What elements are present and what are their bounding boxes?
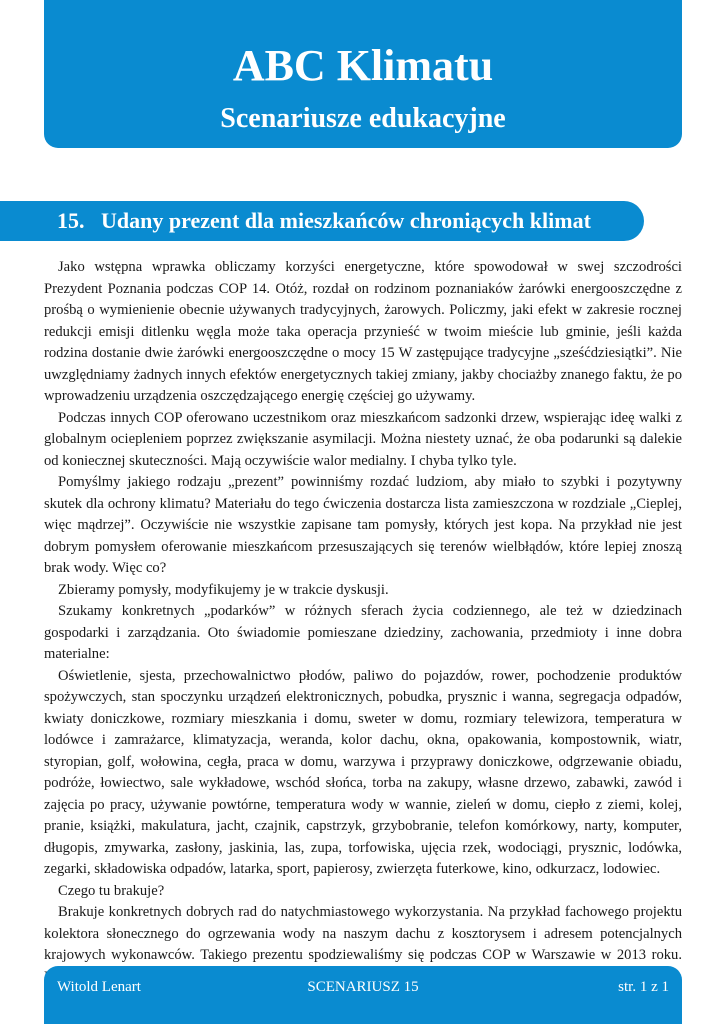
section-title: Udany prezent dla mieszkańców chroniących klimat xyxy=(101,208,591,233)
paragraph: Oświetlenie, sjesta, przechowalnictwo płodów, paliwo do pojazdów, rower, pochodzenie produktów spożywczych, stan spoczynku urządzeń elektronicznych, pobudka, prysznic i wanna, segregacja odpadów, kwiaty doniczkowe, rozmiary mieszkania i domu, sweter w domu, rozmiary telewizora, temperatura w lodówce i zamrażarce, klimatyzacja, weranda, kolor dachu, okna, opakowania, kompostownik, wiatr, styropian, golf, wołowina, cegła, praca w domu, warzywa i przyprawy doniczkowe, odgrzewanie obiadu, podróże, łowiectwo, sale wykładowe, wschód słońca, torba na zakupy, własne drzewo, zabawki, zawód i zajęcia po pracy, używanie powtórne, temperatura wody w wannie, zieleń w domu, ciepło z ziemi, kolej, pranie, książki, makulatura, jacht, czajnik, capstrzyk, grzybobranie, telefon komórkowy, narty, komputer, długopis, zmywarka, zasłony, jaskinia, las, zupa, torfowiska, ujęcia rzek, wodociągi, prysznic, lodówka, zegarki, składowiska odpadów, latarka, sport, papierosy, zwierzęta futerkowe, kino, odkurzacz, lodowiec. xyxy=(44,667,682,877)
paragraph: Zbieramy pomysły, modyfikujemy je w trakcie dyskusji. xyxy=(58,581,389,598)
paragraph: Pomyślmy jakiego rodzaju „prezent” powinniśmy rozdać ludziom, aby miało to szybki i pozytywny skutek dla ochrony klimatu? Materiału do tego ćwiczenia dostarcza lista zamieszczona w rozdziale „Cieplej, więc mądrzej”. Oczywiście nie wszystkie zapisane tam pomysły, których jest kopa. Na przykład nie jest dobrym pomysłem oferowanie mieszkańcom przesuszających się terenów wielbłądów, które lepiej znoszą brak wody. Więc co? xyxy=(44,474,682,576)
footer-page-number: str. 1 z 1 xyxy=(618,979,669,995)
footer-banner xyxy=(44,966,682,1024)
paragraph: Jako wstępna wprawka obliczamy korzyści energetyczne, które spowodował w swej szczodrości Prezydent Poznania podczas COP 14. Otóż, rozdał on rodzinom poznaniaków żarówki energooszczędne z prośbą o wymienienie obecnie używanych tradycyjnych, żarowych. Policzmy, jaki efekt w zakresie rocznej redukcji emisji ditlenku węgla może taka operacja przynieść w twoim mieście lub gminie, jeśli każda rodzina dostanie dwie żarówki energooszczędne o mocy 15 W zastępujące tradycyjne „sześćdziesiątki”. Nie uwzględniamy żadnych innych efektów energetycznych takiej zmiany, jakby chociażby znanego faktu, że po wprowadzeniu urządzenia oszczędzającego energię częściej go używamy. xyxy=(44,259,682,404)
paragraph: Szukamy konkretnych „podarków” w różnych sferach życia codziennego, ale też w dziedzinach gospodarki i zarządzania. Oto świadomie pomieszane dziedziny, zachowania, przedmioty i inne dobra materialne: xyxy=(44,603,682,662)
paragraph: Brakuje konkretnych dobrych rad do natychmiastowego wykorzystania. Na przykład fachowego projektu kolektora słonecznego do ogrzewania wody na naszym dachu z kosztorysem i adresem potencjalnych krajowych wykonawców. Takiego prezentu spodziewaliśmy się podczas COP w Warszawie w 2013 roku. xyxy=(44,904,682,963)
paragraph: Podczas innych COP oferowano uczestnikom oraz mieszkańcom sadzonki drzew, wspierając ideę walki z globalnym ociepleniem poprzez zwiększanie asymilacji. Można niestety uznać, że oba podarunki są dalekie od koniecznej skuteczności. Mają oczywiście walor medialny. I chyba tylko tyle. xyxy=(44,409,682,469)
section-number: 15. xyxy=(57,208,85,233)
document-subtitle: Scenariusze edukacyjne xyxy=(220,103,506,134)
body-text xyxy=(44,257,682,988)
paragraph: Czego tu brakuje? xyxy=(58,882,165,899)
document-title: ABC Klimatu xyxy=(232,41,494,90)
header-banner xyxy=(44,0,682,148)
section-heading xyxy=(0,201,644,241)
footer-scenario: SCENARIUSZ 15 xyxy=(307,979,419,995)
footer-author: Witold Lenart xyxy=(57,979,141,995)
